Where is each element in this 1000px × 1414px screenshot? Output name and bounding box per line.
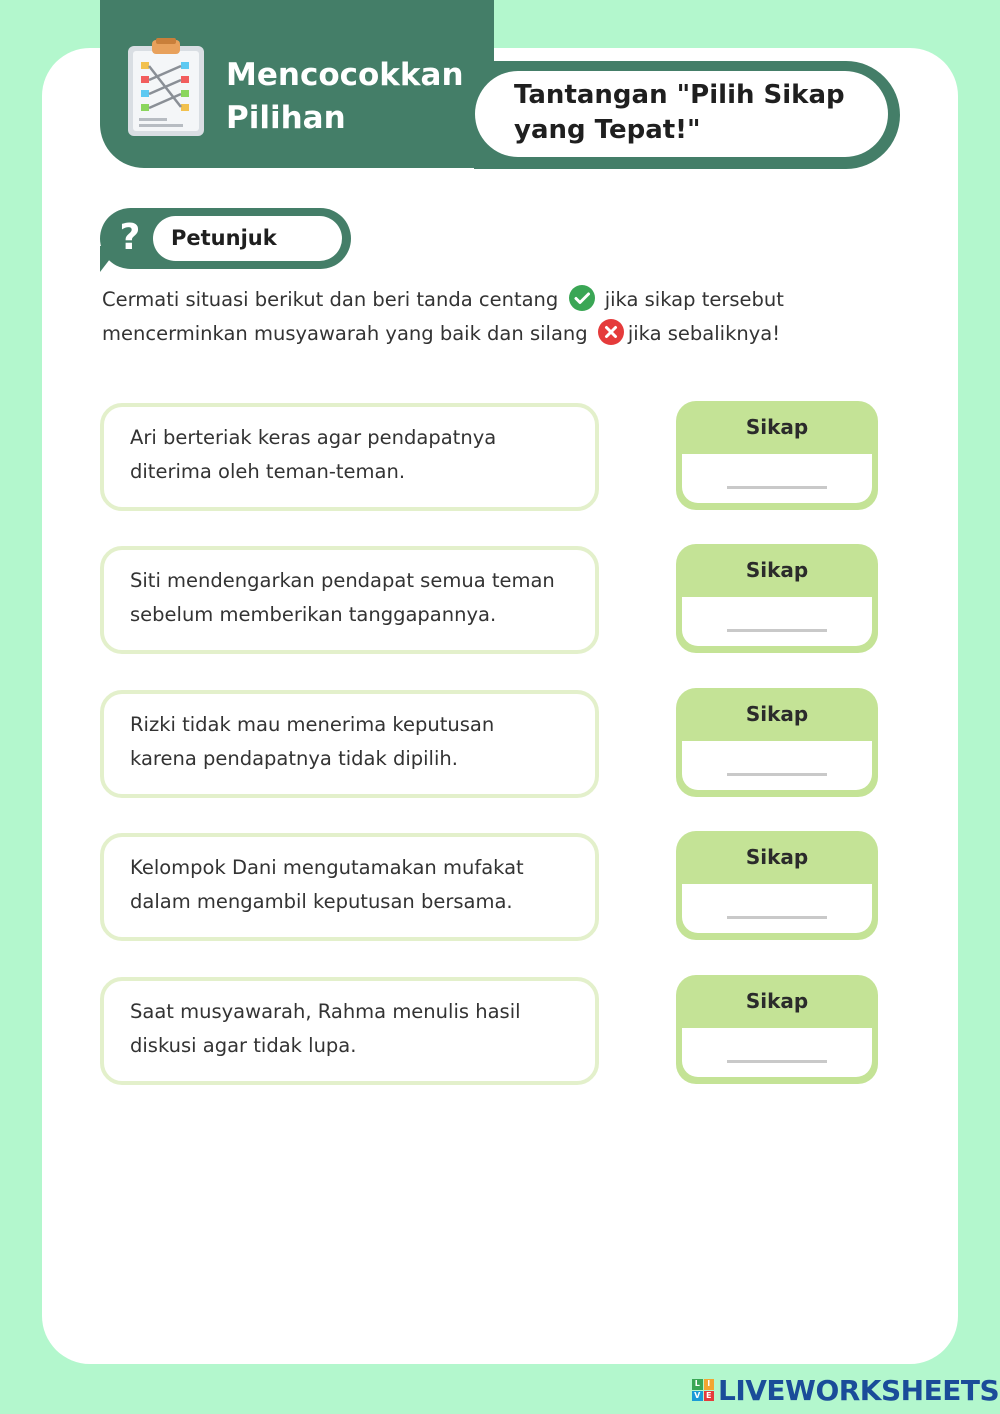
answer-label: Sikap (745, 558, 809, 582)
logo-letter: E (704, 1391, 715, 1402)
statement-line: Rizki tidak mau menerima keputusan (130, 713, 495, 736)
instructions-part3: mencerminkan musyawarah yang baik dan silang (102, 322, 588, 345)
statement-line: Saat musyawarah, Rahma menulis hasil (130, 1000, 521, 1023)
statement-card-5 (100, 977, 599, 1085)
liveworksheets-logo (692, 1372, 999, 1408)
statement-text (130, 708, 580, 776)
page-subtitle (514, 78, 874, 148)
page-subtitle-line1: Tantangan "Pilih Sikap (514, 80, 845, 110)
logo-text: LIVEWORKSHEETS (718, 1373, 1000, 1407)
answer-input[interactable] (682, 597, 872, 646)
logo-letter: V (692, 1391, 703, 1402)
answer-label: Sikap (745, 702, 809, 726)
cross-circle-icon (598, 319, 624, 345)
answer-box-2 (676, 544, 878, 653)
statement-card-2 (100, 546, 599, 654)
statement-line: Kelompok Dani mengutamakan mufakat (130, 856, 524, 879)
statement-text (130, 995, 580, 1063)
answer-box-1 (676, 401, 878, 510)
statement-text (130, 851, 580, 919)
statement-line: Ari berteriak keras agar pendapatnya (130, 426, 497, 449)
statement-line: Siti mendengarkan pendapat semua teman (130, 569, 555, 592)
answer-input[interactable] (682, 884, 872, 933)
statement-card-1 (100, 403, 599, 511)
page-title (226, 54, 486, 140)
answer-label: Sikap (745, 845, 809, 869)
answer-underline (727, 773, 827, 776)
answer-underline (727, 629, 827, 632)
statement-line: karena pendapatnya tidak dipilih. (130, 747, 458, 770)
answer-underline (727, 916, 827, 919)
hint-label: Petunjuk (171, 226, 277, 250)
answer-underline (727, 1060, 827, 1063)
instructions-part2: jika sikap tersebut (604, 288, 784, 311)
question-mark-icon: ? (119, 217, 141, 258)
statement-line: dalam mengambil keputusan bersama. (130, 890, 513, 913)
answer-label: Sikap (745, 415, 809, 439)
instructions-part1: Cermati situasi berikut dan beri tanda centang (102, 288, 559, 311)
answer-input[interactable] (682, 741, 872, 790)
answer-input[interactable] (682, 1028, 872, 1077)
statement-line: diskusi agar tidak lupa. (130, 1034, 357, 1057)
page-title-line2: Pilihan (226, 100, 346, 136)
check-circle-icon (569, 285, 595, 311)
liveworksheets-logo-icon (692, 1379, 714, 1401)
statement-line: sebelum memberikan tanggapannya. (130, 603, 497, 626)
answer-box-5 (676, 975, 878, 1084)
answer-label: Sikap (745, 989, 809, 1013)
statement-text (130, 421, 580, 489)
instructions (102, 283, 922, 351)
clipboard-matching-icon (126, 38, 206, 138)
logo-letter: L (692, 1379, 703, 1390)
statement-card-4 (100, 833, 599, 941)
answer-underline (727, 486, 827, 489)
instructions-part4: jika sebaliknya! (627, 322, 781, 345)
statement-text (130, 564, 580, 632)
statement-card-3 (100, 690, 599, 798)
answer-box-4 (676, 831, 878, 940)
logo-letter: I (704, 1379, 715, 1390)
answer-box-3 (676, 688, 878, 797)
statement-line: diterima oleh teman-teman. (130, 460, 406, 483)
page-subtitle-line2: yang Tepat!" (514, 115, 701, 145)
answer-input[interactable] (682, 454, 872, 503)
page-title-line1: Mencocokkan (226, 57, 464, 93)
